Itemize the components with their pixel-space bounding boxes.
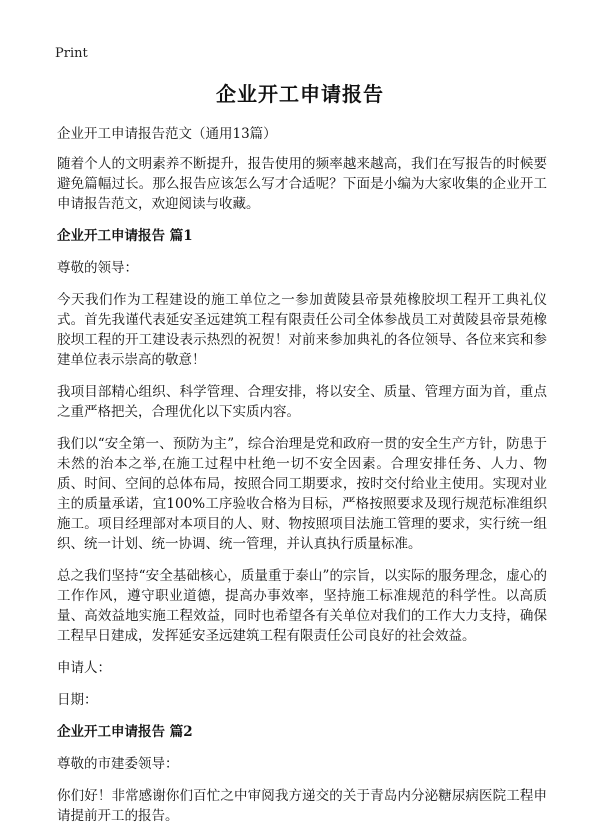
paragraph: 今天我们作为工程建设的施工单位之一参加黄陵县帝景苑橡胶坝工程开工典礼仪式。首先我谨代表延安圣远建筑工程有限责任公司全体参战员工对黄陵县帝景苑橡胶坝工程的开工建设表示热烈的祝贺！对前来参加典礼的各位领导、各位来宾和参建单位表示崇高的敬意！ — [57, 292, 547, 368]
paragraph: 总之我们坚持“安全基础核心，质量重于泰山”的宗旨，以实际的服务理念，虚心的工作作风，遵守职业道德，提高办事效率，坚持施工标准规范的科学性。以高质量、高效益地实施工程效益，同时也希望各有关单位对我们的工作大力支持，确保工程早日建成，发挥延安圣远建筑工程有限责任公司良好的社会效益。 — [57, 568, 547, 644]
paragraph: 你们好！非常感谢你们百忙之中审阅我方递交的关于青岛内分泌糖尿病医院工程申请提前开工的报告。 — [57, 788, 547, 824]
greeting-2: 尊敬的市建委领导： — [57, 756, 179, 772]
date-line: 日期： — [57, 692, 98, 708]
document-body — [57, 124, 547, 838]
intro-paragraph: 随着个人的文明素养不断提升，报告使用的频率越来越高，我们在写报告的时候要避免篇幅过长。那么报告应该怎么写才合适呢？下面是小编为大家收集的企业开工申请报告范文，欢迎阅读与收藏。 — [57, 156, 547, 212]
section-heading-1: 企业开工申请报告 篇1 — [57, 228, 193, 244]
section-heading-2: 企业开工申请报告 篇2 — [57, 724, 193, 740]
applicant-line: 申请人： — [57, 660, 111, 676]
paragraph: 我们以“安全第一、预防为主”，综合治理是党和政府一贯的安全生产方针，防患于未然的治本之举,在施工过程中杜绝一切不安全因素。合理安排任务、人力、物质、时间、空间的总体布局，按照合同工期要求，按时交付给业主使用。实现对业主的质量承诺，宜100%工序验收合格为目标，严格按照要求及现行规范标准组织施工。项目经理部对本项目的人、财、物按照项目法施工管理的要求，实行统一组织、统一计划、统一协调、统一管理，并认真执行质量标准。 — [57, 436, 547, 552]
page-title: 企业开工申请报告 — [216, 82, 384, 106]
document-subtitle: 企业开工申请报告范文（通用13篇） — [57, 126, 277, 142]
print-link[interactable]: Print — [55, 46, 88, 61]
greeting-1: 尊敬的领导： — [57, 260, 138, 276]
paragraph: 我项目部精心组织、科学管理、合理安排，将以安全、质量、管理方面为首，重点之重严格把关，合理优化以下实质内容。 — [57, 384, 547, 420]
